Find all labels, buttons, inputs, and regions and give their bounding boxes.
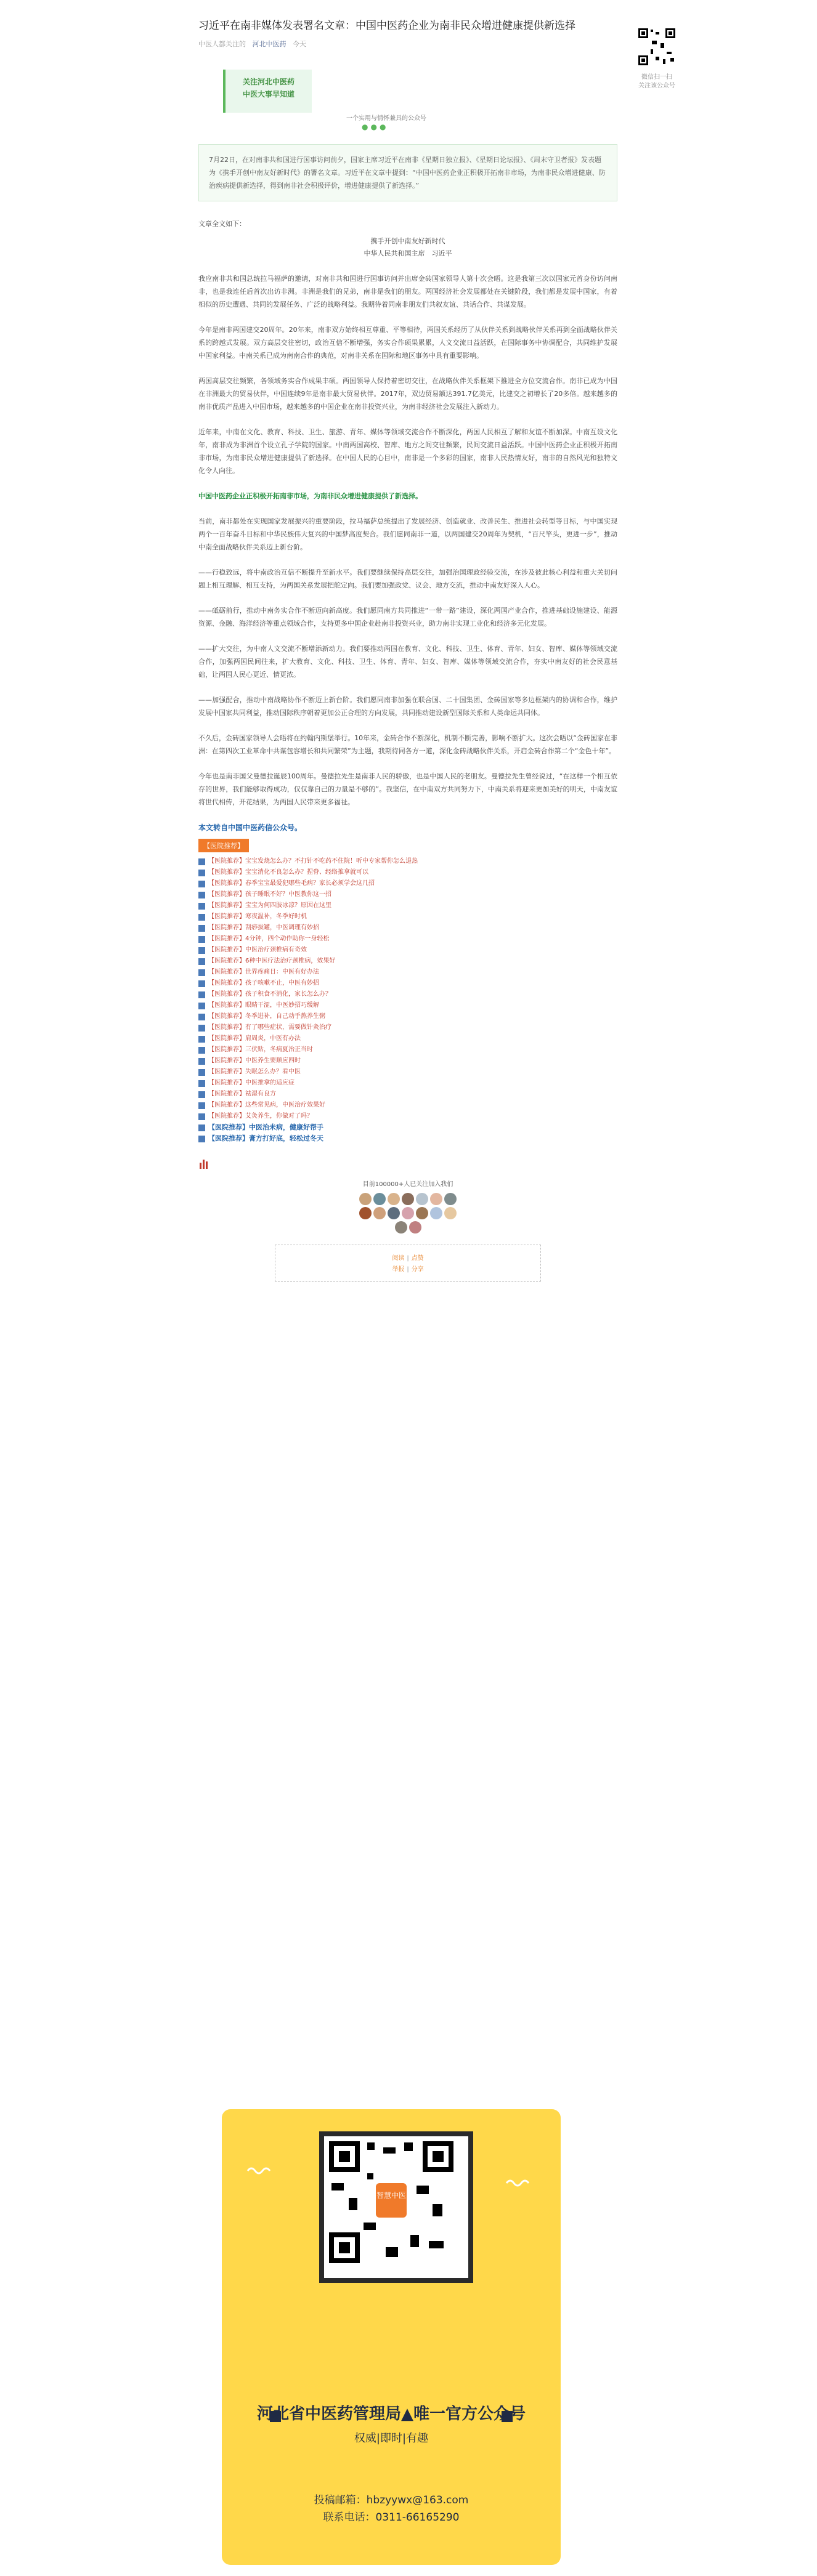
headline-line-2: 中华人民共和国主席 习近平: [364, 249, 452, 257]
related-link-text[interactable]: 【医院推荐】中医推拿的适应症: [208, 1080, 295, 1086]
link-bullet-icon: [198, 925, 205, 932]
paragraph: 今年是南非两国建交20周年。20年来，南非双方始终相互尊重、平等相待，两国关系经历了从伙伴关系到战略伙伴关系再到全面战略伙伴关系的跨越式发展。双方高层交往密切，政治互信不断增强，务实合作硕果累累，人文交流日益活跃，在国际事务中协调配合，共同维护发展中国家利益。中南关系已成为南南合作的典范，对南非关系在国际和地区事务中具有重要影响。: [198, 326, 617, 360]
link-bullet-icon: [198, 881, 205, 887]
readers-count: 目前100000+人已关注加入我们: [362, 1181, 453, 1188]
article-title: 习近平在南非媒体发表署名文章：中国中医药企业为南非民众增进健康提供新选择: [198, 20, 575, 32]
source-note: 本文转自中国中医药信公众号。: [198, 823, 303, 832]
related-link-text[interactable]: 【医院推荐】这些常见病，中医治疗效果好: [208, 1102, 325, 1108]
related-link-text[interactable]: 【医院推荐】寒夜温补，冬季好时机: [208, 913, 307, 920]
related-link-item[interactable]: [198, 934, 617, 945]
link-bullet-icon: [198, 1069, 205, 1076]
bar-chart-icon: [198, 1158, 211, 1170]
related-link-item[interactable]: [198, 1056, 617, 1067]
related-link-item[interactable]: [198, 945, 617, 956]
link-bullet-icon: [198, 991, 205, 998]
banner-tagline: 一个实用与情怀兼具的公众号: [346, 115, 426, 122]
link-bullet-icon: [198, 1102, 205, 1109]
banner-line-2: 中医大事早知道: [242, 90, 295, 99]
reader-avatars: [356, 1193, 460, 1233]
related-link-item[interactable]: [198, 1078, 617, 1089]
related-link-item[interactable]: [198, 1111, 617, 1122]
paragraph: 今年也是南非国父曼德拉诞辰100周年。曼德拉先生是南非人民的骄傲，也是中国人民的老朋友。曼德拉先生曾经说过，“在这样一个相互依存的世界，我们能够取得成功，仅仅靠自己的力量是不够的”。我坚信，在中南双方共同努力下，中南关系将迎来更加美好的明天，中南友谊将世代相传，开花结果，为两国人民带来更多福祉。: [198, 772, 617, 806]
related-link-item[interactable]: [198, 1033, 617, 1044]
link-bullet-icon: [198, 1113, 205, 1120]
link-bullet-icon: [198, 947, 205, 954]
related-link-item[interactable]: [198, 1022, 617, 1033]
avatar: [430, 1193, 442, 1205]
avatar: [430, 1207, 442, 1219]
interaction-box: [275, 1245, 541, 1282]
related-link-item[interactable]: [198, 1089, 617, 1100]
banner-dots: ●●●: [362, 123, 389, 131]
paragraph: 不久后，金砖国家领导人会晤将在约翰内斯堡举行。10年来，金砖合作不断深化，机制不断完善，影响不断扩大。这次会晤以“金砖国家在非洲：在第四次工业革命中共谋包容增长和共同繁荣”为主题，我期待同各方一道，深化金砖战略伙伴关系，开启金砖合作第二个“金色十年”。: [198, 734, 617, 755]
related-link-item[interactable]: [198, 1000, 617, 1011]
link-bullet-icon: [198, 1014, 205, 1020]
link-bullet-icon: [198, 903, 205, 910]
report-link[interactable]: 举报: [392, 1266, 405, 1273]
related-link-item[interactable]: [198, 911, 617, 923]
share-link[interactable]: 分享: [411, 1266, 424, 1273]
related-link-text[interactable]: 【医院推荐】孩子睡眠不好？中医教你这一招: [208, 891, 331, 898]
avatar: [444, 1207, 457, 1219]
link-bullet-icon: [198, 1058, 205, 1065]
related-link-item[interactable]: [198, 856, 617, 867]
meta-time: 今天: [293, 40, 306, 48]
avatar: [359, 1207, 372, 1219]
link-bullet-icon: [198, 1091, 205, 1098]
qr-code-icon: [637, 27, 677, 67]
qr-line-1: 微信扫一扫: [641, 74, 672, 81]
headline-line-1: 携手开创中南友好新时代: [370, 237, 445, 245]
paragraph: ——行稳致远，将中南政治互信不断提升至新水平。我们要继续保持高层交往，加强治国理政经验交流，在涉及彼此核心利益和重大关切问题上相互理解、相互支持，为两国关系发展把舵定向。我们要加强政党、议会、地方交流，推动中南友好深入人心。: [198, 568, 617, 589]
paragraph: ——砥砺前行，推动中南务实合作不断迈向新高度。我们愿同南方共同推进“一带一路”建设，深化两国产业合作，推进基础设施建设、能源资源、金融、海洋经济等重点领域合作，支持更多中国企业赴南非投资兴业，助力南非实现工业化和经济多元化发展。: [198, 607, 617, 628]
related-link-text[interactable]: 【医院推荐】宝宝发烧怎么办？不打针不吃药不住院！听中专家帮你怎么退热: [208, 858, 418, 865]
row-2: 举报 | 分享: [392, 1266, 424, 1273]
related-link-item[interactable]: [198, 889, 617, 900]
article-page: [198, 0, 617, 1282]
poster-phone: 联系电话：0311-66165290: [323, 2511, 460, 2524]
like-link[interactable]: 点赞: [411, 1255, 424, 1262]
related-link-item[interactable]: [198, 989, 617, 1000]
account-link[interactable]: 河北中医药: [252, 40, 287, 48]
avatar: [444, 1193, 457, 1205]
related-link-text[interactable]: 【医院推荐】祛湿有良方: [208, 1091, 276, 1097]
headline: [198, 235, 617, 260]
avatar: [373, 1193, 386, 1205]
related-link-text[interactable]: 【医院推荐】有了哪些症状，需要做针灸治疗: [208, 1024, 331, 1031]
related-link-item[interactable]: [198, 978, 617, 989]
link-bullet-icon: [198, 892, 205, 898]
related-link-item[interactable]: [198, 878, 617, 889]
related-links: [198, 856, 617, 1144]
fulltext-label: 文章全文如下：: [198, 220, 246, 228]
link-bullet-icon: [198, 969, 205, 976]
link-bullet-icon: [198, 1036, 205, 1043]
related-link-item[interactable]: [198, 1011, 617, 1022]
related-link-text[interactable]: 【医院推荐】艾灸养生，你做对了吗？: [208, 1113, 313, 1120]
poster-title: 河北省中医药管理局▲唯一官方公众号: [257, 2405, 526, 2423]
related-link-text[interactable]: 【医院推荐】6种中医疗法治疗颈椎病，效果好: [208, 958, 336, 964]
article-meta: [198, 39, 617, 49]
related-link-text[interactable]: 【医院推荐】孩子咳嗽不止，中医有妙招: [208, 980, 319, 987]
paragraph: 近年来，中南在文化、教育、科技、卫生、旅游、青年、媒体等领域交流合作不断深化，两国人民相互了解和友谊不断加深。中南互设文化年，南非成为非洲首个设立孔子学院的国家。中南两国高校、智库、地方之间交往频繁，民间交流日益活跃。中国中医药企业正积极开拓南非市场，为南非民众增进健康提供了新选择。在中国人民的心目中，南非是一个多彩的国家，南非人民热情友好，南非的自然风光和独特文化令人向往。: [198, 428, 617, 475]
avatar: [388, 1193, 400, 1205]
link-bullet-icon: [198, 914, 205, 921]
decor-squiggle: [505, 2177, 536, 2189]
related-link-text[interactable]: 【医院推荐】刮痧拔罐，中医调理有妙招: [208, 924, 319, 931]
avatar: [416, 1193, 428, 1205]
related-link-text[interactable]: 【医院推荐】中医治未病，健康好帮手: [208, 1123, 323, 1131]
link-bullet-icon: [198, 980, 205, 987]
link-bullet-icon: [198, 936, 205, 943]
related-link-item[interactable]: [198, 1133, 617, 1144]
related-link-item[interactable]: [198, 1100, 617, 1111]
paragraph: 当前，南非都处在实现国家发展振兴的重要阶段，拉马福萨总统提出了发展经济、创造就业、改善民生、推进社会转型等目标，与中国实现两个一百年奋斗目标和中华民族伟大复兴的中国梦高度契合。我们愿同南非一道，以两国建交20周年为契机，“百尺竿头，更进一步”，推动中南全面战略伙伴关系迈上新台阶。: [198, 517, 617, 551]
decor-squiggle: [246, 2165, 277, 2177]
link-bullet-icon: [198, 1136, 205, 1142]
related-link-text[interactable]: 【医院推荐】膏方打好底，轻松过冬天: [208, 1134, 323, 1142]
related-link-item[interactable]: [198, 1067, 617, 1078]
poster-qr-code-icon: [324, 2136, 458, 2268]
related-link-text[interactable]: 【医院推荐】冬季进补，自己动手熬养生粥: [208, 1013, 325, 1020]
related-link-text[interactable]: 【医院推荐】肩周炎，中医有办法: [208, 1035, 301, 1042]
avatar: [373, 1207, 386, 1219]
related-link-item[interactable]: [198, 956, 617, 967]
avatar: [409, 1221, 421, 1233]
paragraph: 我应南非共和国总统拉马福萨的邀请，对南非共和国进行国事访问并出席金砖国家领导人第十次会晤。这是我第三次以国家元首身份访问南非，也是我连任后首次出访非洲。非洲是我们的兄弟，南非是我们的朋友。两国经济社会发展都处在关键阶段，我们都是发展中国家，有着相似的历史遭遇、共同的发展任务、广泛的战略利益。我期待着同南非朋友们共叙友谊、共话合作、共谋发展。: [198, 275, 617, 309]
avatar: [388, 1207, 400, 1219]
meta-author: 中医人都关注的: [198, 40, 246, 48]
badge-text: 智慧中医: [376, 2191, 407, 2200]
link-bullet-icon: [198, 958, 205, 965]
link-bullet-icon: [198, 1025, 205, 1032]
avatar: [402, 1193, 414, 1205]
paragraph: 两国高层交往频繁，各领域务实合作成果丰硕。两国领导人保持着密切交往，在战略伙伴关系框架下推进全方位交流合作。南非已成为中国在非洲最大的贸易伙伴，中国连续9年是南非最大贸易伙伴。2017年，双边贸易额达391.7亿美元，比建交之初增长了20多倍。越来越多的南非优质产品进入中国市场，越来越多的中国企业在南非投资兴业，为南非经济社会发展注入新动力。: [198, 377, 617, 411]
avatar: [359, 1193, 372, 1205]
related-link-text[interactable]: 【医院推荐】世界疼痛日：中医有好办法: [208, 969, 319, 975]
related-link-text[interactable]: 【医院推荐】宝宝消化不良怎么办？捏脊、经络推拿就可以: [208, 869, 368, 876]
qr-line-2: 关注该公众号: [638, 83, 675, 89]
related-link-item[interactable]: [198, 867, 617, 878]
highlight-text: 中国中医药企业正积极开拓南非市场，为南非民众增进健康提供了新选择。: [198, 492, 422, 500]
link-bullet-icon: [198, 1047, 205, 1054]
related-link-item[interactable]: [198, 1044, 617, 1056]
section-tag: 【医院推荐】: [198, 839, 249, 852]
related-link-item[interactable]: [198, 1122, 617, 1133]
row-1: 阅读 | 点赞: [392, 1255, 424, 1262]
related-link-text[interactable]: 【医院推荐】眼睛干涩，中医妙招巧缓解: [208, 1002, 319, 1009]
link-bullet-icon: [198, 858, 205, 865]
link-bullet-icon: [198, 870, 205, 876]
read-link[interactable]: 阅读: [392, 1255, 405, 1262]
related-link-text[interactable]: 【医院推荐】春季宝宝最爱犯哪些毛病？家长必须学会这几招: [208, 880, 375, 887]
avatar: [416, 1207, 428, 1219]
related-link-item[interactable]: [198, 923, 617, 934]
link-bullet-icon: [198, 1080, 205, 1087]
paragraph: ——扩大交往，为中南人文交流不断增添新动力。我们要推动两国在教育、文化、科技、卫生、体育、青年、妇女、智库、媒体等领域交流合作，加强两国民间往来，扩大教育、文化、科技、卫生、体育、青年、妇女、智库、媒体等领域交流合作，夯实中南友好的社会民意基础，让两国人民心更近、情更浓。: [198, 645, 617, 679]
related-link-text[interactable]: 【医院推荐】失眠怎么办？看中医: [208, 1068, 301, 1075]
related-link-text[interactable]: 【医院推荐】三伏贴，冬病夏治正当时: [208, 1046, 313, 1053]
paragraph: ——加强配合，推动中南战略协作不断迈上新台阶。我们愿同南非加强在联合国、二十国集团、金砖国家等多边框架内的协调和合作，维护发展中国家共同利益，推动国际秩序朝着更加公正合理的方向发展，共同推动建设新型国际关系和人类命运共同体。: [198, 696, 617, 717]
avatar: [402, 1207, 414, 1219]
intro-box: 7月22日，在对南非共和国进行国事访问前夕，国家主席习近平在南非《星期日独立报》、《星期日论坛报》、《周末守卫者报》发表题为《携手开创中南友好新时代》的署名文章。习近平在文章中提到：“中国中医药企业正积极开拓南非市场，为南非民众增进健康、防治疾病提供新选择，得到南非社会积极评价，增进健康提供了新选择。”: [198, 144, 617, 201]
qr-sidebar: [636, 27, 678, 91]
related-link-item[interactable]: [198, 900, 617, 911]
banner-line-1: 关注河北中医药: [242, 78, 295, 86]
link-bullet-icon: [198, 1124, 205, 1131]
banner-pill: [223, 70, 312, 113]
poster-subtitle: 权威|即时|有趣: [354, 2432, 429, 2445]
article-banner: [198, 67, 617, 131]
related-link-text[interactable]: 【医院推荐】中医养生要顺应四时: [208, 1057, 301, 1064]
promo-poster: [222, 2109, 561, 2565]
poster-email: 投稿邮箱：hbzyywx@163.com: [314, 2494, 469, 2506]
related-link-text[interactable]: 【医院推荐】宝宝为何四肢冰凉？原因在这里: [208, 902, 331, 909]
related-link-text[interactable]: 【医院推荐】中医治疗颈椎病有奇效: [208, 947, 307, 953]
link-bullet-icon: [198, 1003, 205, 1009]
related-link-item[interactable]: [198, 967, 617, 978]
related-link-text[interactable]: 【医院推荐】孩子积食不消化，家长怎么办？: [208, 991, 331, 998]
related-link-text[interactable]: 【医院推荐】4分钟，四个动作助你一身轻松: [208, 935, 330, 942]
avatar: [395, 1221, 407, 1233]
poster-qr: [319, 2131, 473, 2283]
